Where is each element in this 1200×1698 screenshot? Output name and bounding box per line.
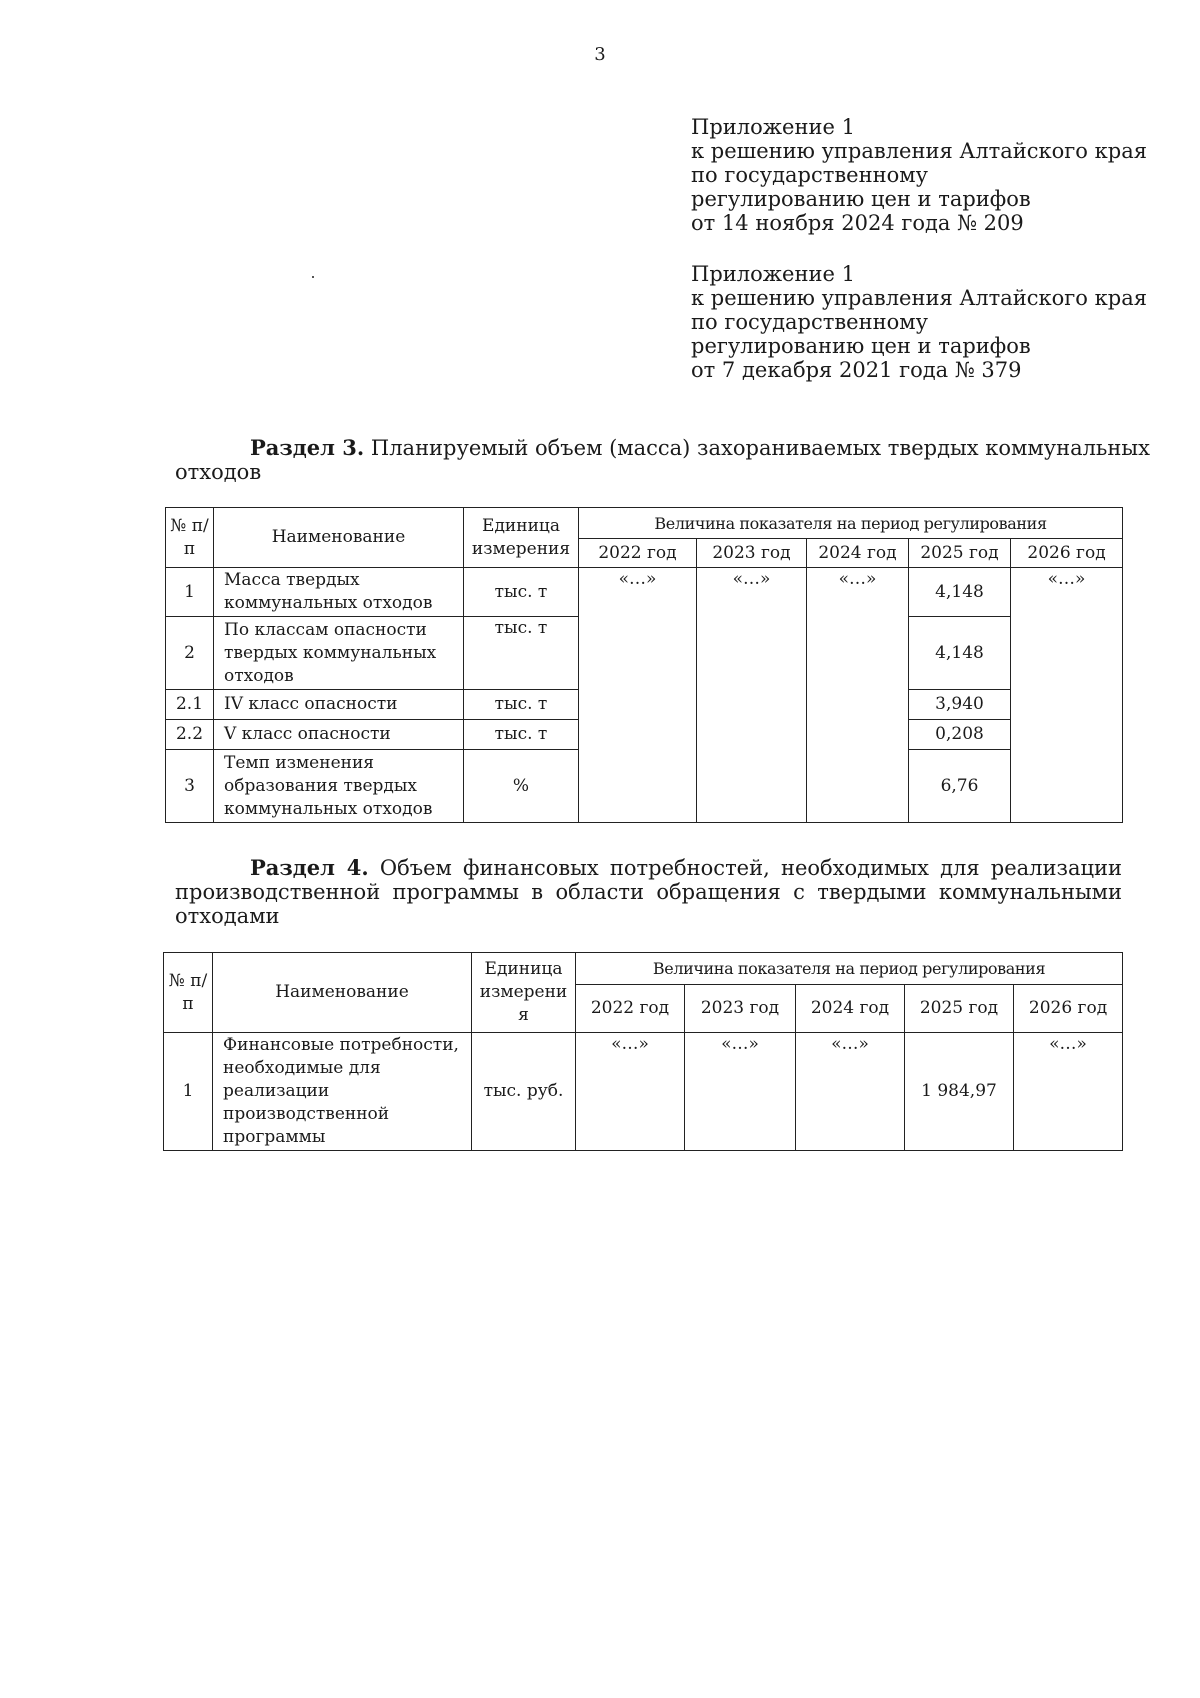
header-year-2023: 2023 год	[685, 985, 796, 1033]
row-name: V класс опасности	[214, 720, 464, 750]
section-3-title-line2: отходов	[175, 460, 262, 484]
header-year-2026: 2026 год	[1011, 539, 1123, 568]
section-3-label: Раздел 3.	[250, 435, 365, 460]
cell-2025: 3,940	[909, 690, 1011, 720]
appendix-line: Приложение 1	[691, 115, 855, 139]
appendix-current-block	[691, 115, 1147, 235]
cell-2023: «…»	[685, 1033, 796, 1151]
row-num: 3	[166, 750, 214, 823]
appendix-line: к решению управления Алтайского края	[691, 139, 1147, 163]
cell-2025: 1 984,97	[905, 1033, 1014, 1151]
section-4-title-line3: отходами	[175, 904, 280, 928]
cell-2022: «…»	[579, 568, 697, 823]
cell-2023: «…»	[697, 568, 807, 823]
row-unit: тыс. т	[464, 568, 579, 617]
row-num: 1	[166, 568, 214, 617]
appendix-previous-block	[691, 262, 1147, 382]
row-unit: тыс. т	[464, 690, 579, 720]
row-name: Финансовые потребности, необходимые для реализации производственной программы	[213, 1033, 472, 1151]
row-name: IV класс опасности	[214, 690, 464, 720]
header-period: Величина показателя на период регулирования	[579, 508, 1123, 539]
cell-2026: «…»	[1011, 568, 1123, 823]
page-number: 3	[594, 44, 606, 65]
header-year-2026: 2026 год	[1014, 985, 1123, 1033]
table-row	[164, 1033, 1123, 1151]
appendix-line: регулированию цен и тарифов	[691, 187, 1031, 211]
row-num: 2	[166, 617, 214, 690]
appendix-line: по государственному	[691, 163, 928, 187]
row-num: 2.1	[166, 690, 214, 720]
cell-2022: «…»	[576, 1033, 685, 1151]
cell-2024: «…»	[807, 568, 909, 823]
section-4-heading	[175, 856, 1122, 928]
section-3-table	[165, 507, 1123, 823]
appendix-line: регулированию цен и тарифов	[691, 334, 1031, 358]
header-name: Наименование	[214, 508, 464, 568]
header-unit: Единица измерени я	[472, 953, 576, 1033]
header-year-2024: 2024 год	[807, 539, 909, 568]
section-4-title-line2: производственной программы в области обращения с твердыми коммунальными	[175, 880, 1122, 904]
cell-2025: 0,208	[909, 720, 1011, 750]
row-unit: тыс. т	[464, 617, 579, 690]
header-year-2025: 2025 год	[909, 539, 1011, 568]
section-4-table	[163, 952, 1123, 1151]
header-year-2024: 2024 год	[796, 985, 905, 1033]
row-num: 2.2	[166, 720, 214, 750]
appendix-line: по государственному	[691, 310, 928, 334]
header-period: Величина показателя на период регулирования	[576, 953, 1123, 985]
row-unit: тыс. руб.	[472, 1033, 576, 1151]
section-3-title-line1: Планируемый объем (масса) захораниваемых твердых коммунальных	[370, 436, 1150, 460]
row-unit: %	[464, 750, 579, 823]
scan-speck	[312, 276, 314, 278]
table-row	[166, 568, 1123, 617]
cell-2025: 4,148	[909, 568, 1011, 617]
header-num: № п/п	[166, 508, 214, 568]
row-name: Темп изменения образования твердых коммунальных отходов	[214, 750, 464, 823]
header-num: № п/ п	[164, 953, 213, 1033]
header-year-2025: 2025 год	[905, 985, 1014, 1033]
row-unit: тыс. т	[464, 720, 579, 750]
row-name: Масса твердых коммунальных отходов	[214, 568, 464, 617]
appendix-line: от 7 декабря 2021 года № 379	[691, 358, 1022, 382]
cell-2024: «…»	[796, 1033, 905, 1151]
header-year-2023: 2023 год	[697, 539, 807, 568]
cell-2025: 4,148	[909, 617, 1011, 690]
cell-2025: 6,76	[909, 750, 1011, 823]
section-3-heading	[175, 435, 1150, 484]
header-year-2022: 2022 год	[576, 985, 685, 1033]
section-4-title-line1: Объем финансовых потребностей, необходимых для реализации	[379, 856, 1122, 880]
header-year-2022: 2022 год	[579, 539, 697, 568]
section-4-label: Раздел 4.	[250, 855, 369, 880]
row-name: По классам опасности твердых коммунальных отходов	[214, 617, 464, 690]
header-unit: Единица измерения	[464, 508, 579, 568]
appendix-line: к решению управления Алтайского края	[691, 286, 1147, 310]
header-name: Наименование	[213, 953, 472, 1033]
appendix-line: от 14 ноября 2024 года № 209	[691, 211, 1024, 235]
appendix-line: Приложение 1	[691, 262, 855, 286]
cell-2026: «…»	[1014, 1033, 1123, 1151]
row-num: 1	[164, 1033, 213, 1151]
